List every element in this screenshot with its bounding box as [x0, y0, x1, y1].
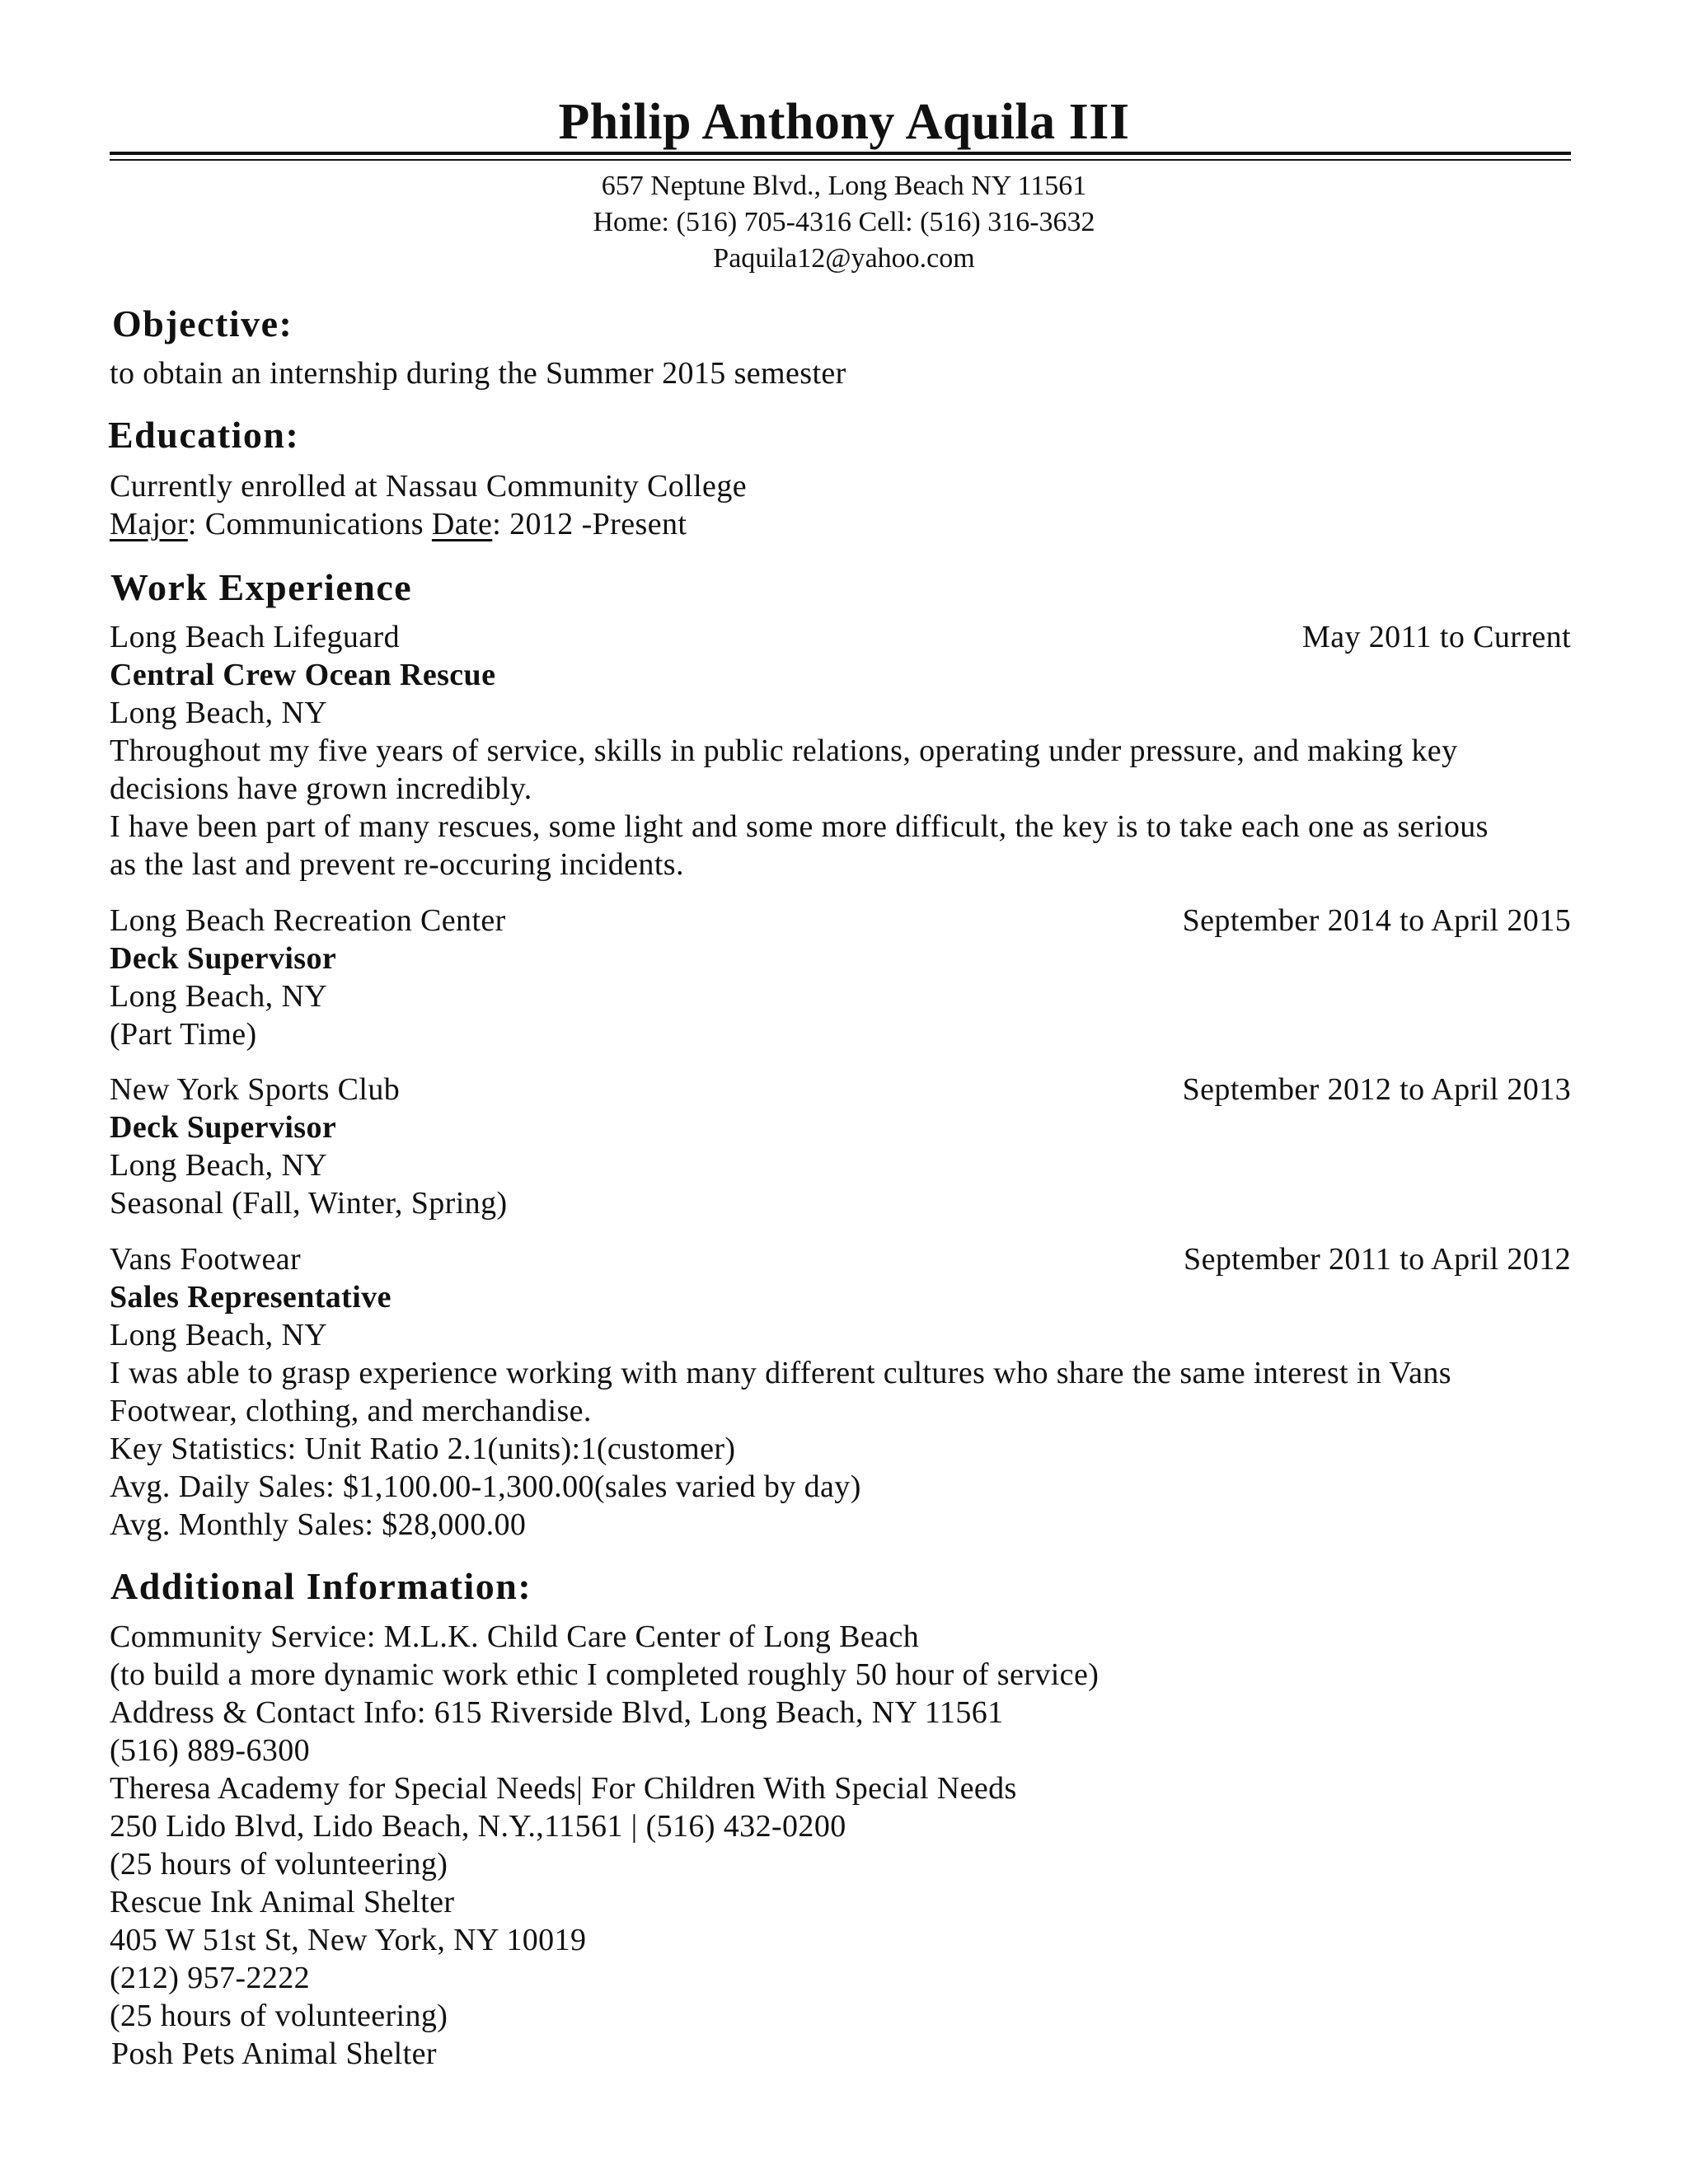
job-title: Deck Supervisor: [110, 1110, 337, 1145]
job-location: Long Beach, NY: [110, 979, 328, 1014]
job-location: Long Beach, NY: [110, 696, 328, 730]
job-dates: May 2011 to Current: [1302, 620, 1571, 654]
resume-name: Philip Anthony Aquila III: [558, 94, 1130, 150]
job-header: [110, 902, 1571, 940]
objective-text: to obtain an internship during the Summer 2015 semester: [110, 356, 846, 391]
job-employer: Vans Footwear: [110, 1242, 302, 1277]
job-description-line: Key Statistics: Unit Ratio 2.1(units):1(customer): [110, 1432, 736, 1466]
job-header: [110, 618, 1571, 656]
job-description-line: as the last and prevent re-occuring incidents.: [110, 847, 684, 882]
job-location: Long Beach, NY: [110, 1148, 328, 1183]
additional-line: Rescue Ink Animal Shelter: [110, 1885, 455, 1919]
job-title: Sales Representative: [110, 1280, 392, 1315]
education-heading: Education:: [108, 414, 300, 456]
additional-line: Theresa Academy for Special Needs| For Children With Special Needs: [110, 1771, 1017, 1806]
additional-line: Community Service: M.L.K. Child Care Center of Long Beach: [110, 1619, 920, 1654]
contact-email: Paquila12@yahoo.com: [713, 243, 975, 274]
job-description-line: (Part Time): [110, 1017, 257, 1052]
additional-line: (to build a more dynamic work ethic I completed roughly 50 hour of service): [110, 1657, 1100, 1692]
additional-line: (25 hours of volunteering): [110, 1847, 448, 1882]
job-description-line: Avg. Daily Sales: $1,100.00-1,300.00(sales varied by day): [110, 1469, 861, 1504]
job-description-line: Avg. Monthly Sales: $28,000.00: [110, 1507, 527, 1542]
job-title: Central Crew Ocean Rescue: [110, 658, 496, 692]
job-title: Deck Supervisor: [110, 941, 337, 976]
job-description-line: I was able to grasp experience working with many different cultures who share the same interest in Vans: [110, 1356, 1451, 1390]
additional-line: (25 hours of volunteering): [110, 1999, 448, 2033]
job-dates: September 2014 to April 2015: [1182, 903, 1571, 938]
education-school: Currently enrolled at Nassau Community College: [110, 469, 747, 504]
job-description-line: Seasonal (Fall, Winter, Spring): [110, 1186, 508, 1221]
contact-address: 657 Neptune Blvd., Long Beach NY 11561: [601, 171, 1087, 201]
job-dates: September 2011 to April 2012: [1184, 1242, 1571, 1277]
job-employer: Long Beach Lifeguard: [110, 620, 400, 654]
education-major-line: [110, 505, 1571, 543]
contact-phones: Home: (516) 705-4316 Cell: (516) 316-3632: [593, 207, 1095, 237]
work-heading: Work Experience: [110, 566, 413, 608]
additional-heading: Additional Information:: [110, 1565, 532, 1607]
additional-line: Posh Pets Animal Shelter: [111, 2036, 437, 2071]
job-location: Long Beach, NY: [110, 1318, 328, 1352]
job-dates: September 2012 to April 2013: [1182, 1072, 1571, 1107]
header-rule-thick: [110, 152, 1571, 155]
objective-heading: Objective:: [112, 302, 293, 344]
job-employer: Long Beach Recreation Center: [110, 903, 506, 938]
header-rule-thin: [110, 159, 1571, 161]
date-label: Date: [431, 507, 493, 541]
date-value: : 2012 -Present: [492, 507, 687, 541]
additional-line: Address & Contact Info: 615 Riverside Blvd, Long Beach, NY 11561: [110, 1695, 1004, 1730]
job-header: [110, 1071, 1571, 1108]
job-description-line: Throughout my five years of service, skills in public relations, operating under pressure, and making key: [110, 733, 1458, 768]
job-description-line: Footwear, clothing, and merchandise.: [110, 1394, 592, 1428]
major-value: : Communications: [187, 507, 432, 541]
additional-line: (212) 957-2222: [110, 1961, 311, 1995]
additional-line: (516) 889-6300: [110, 1733, 311, 1768]
major-label: Major: [110, 507, 188, 541]
job-description-line: decisions have grown incredibly.: [110, 771, 532, 806]
additional-line: 405 W 51st St, New York, NY 10019: [110, 1923, 587, 1957]
job-description-line: I have been part of many rescues, some light and some more difficult, the key is to take each one as serious: [110, 809, 1489, 844]
job-header: [110, 1240, 1571, 1278]
job-employer: New York Sports Club: [110, 1072, 401, 1107]
additional-line: 250 Lido Blvd, Lido Beach, N.Y.,11561 | (516) 432-0200: [110, 1809, 846, 1844]
